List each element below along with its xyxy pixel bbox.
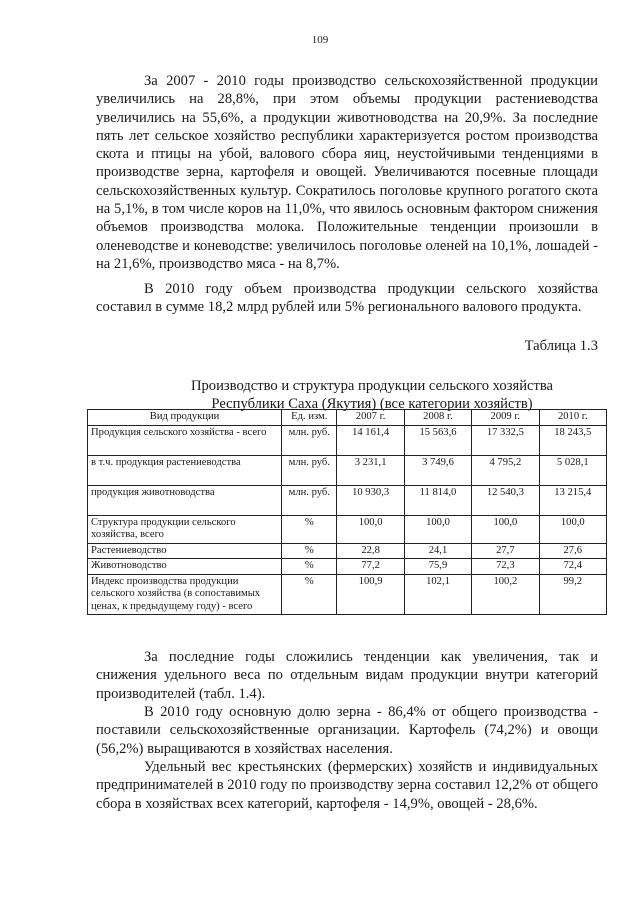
paragraph-production-volume: В 2010 году объем производства продукции сельского хозяйства составил в сумме 18,2 млрд рублей или 5% регионального валового продукта. xyxy=(96,281,598,316)
table-row xyxy=(88,559,607,575)
row-value-2009: 4 795,2 xyxy=(472,455,539,485)
row-value-2009: 27,7 xyxy=(472,543,539,559)
page-number: 109 xyxy=(311,34,329,46)
header-product-type: Вид продукции xyxy=(88,410,282,426)
row-value-2010: 18 243,5 xyxy=(539,425,606,455)
table-row xyxy=(88,574,607,615)
row-value-2007: 14 161,4 xyxy=(337,425,404,455)
row-value-2007: 10 930,3 xyxy=(337,485,404,515)
row-value-2010: 27,6 xyxy=(539,543,606,559)
table-title xyxy=(96,377,640,413)
row-value-2010: 100,0 xyxy=(539,515,606,543)
row-value-2009: 17 332,5 xyxy=(472,425,539,455)
row-label: Индекс производства продукции сельского хозяйства (в сопоставимых ценах, к предыдущему году) - всего xyxy=(88,574,282,615)
paragraph-grain-share: В 2010 году основную долю зерна - 86,4% от общего производства - поставили сельскохозяйственные организации. Картофель (74,2%) и овощи (56,2%) выращиваются в хозяйствах населения. xyxy=(96,704,598,757)
table-row xyxy=(88,485,607,515)
row-label: продукция животноводства xyxy=(88,485,282,515)
row-label: Продукция сельского хозяйства - всего xyxy=(88,425,282,455)
table-row xyxy=(88,515,607,543)
header-unit: Ед. изм. xyxy=(282,410,337,426)
row-label: Структура продукции сельского хозяйства, всего xyxy=(88,515,282,543)
table-row xyxy=(88,455,607,485)
header-2009: 2009 г. xyxy=(472,410,539,426)
row-unit: % xyxy=(282,574,337,615)
row-label: в т.ч. продукция растениеводства xyxy=(88,455,282,485)
row-unit: % xyxy=(282,559,337,575)
row-label: Животноводство xyxy=(88,559,282,575)
table-label: Таблица 1.3 xyxy=(524,338,598,354)
row-value-2009: 100,0 xyxy=(472,515,539,543)
table-row xyxy=(88,543,607,559)
table-header-row xyxy=(88,410,607,426)
row-value-2007: 77,2 xyxy=(337,559,404,575)
row-value-2010: 5 028,1 xyxy=(539,455,606,485)
row-value-2010: 72,4 xyxy=(539,559,606,575)
paragraph-production-growth: За 2007 - 2010 годы производство сельскохозяйственной продукции увеличились на 28,8%, при этом объемы продукции растениеводства увеличились на 55,6%, а продукции животноводства на 20,9%. За последние пять лет сельское хозяйство республики характеризуется ростом производства скота и птицы на убой, валового сбора яиц, неустойчивыми тенденциями в производстве зерна, картофеля и овощей. Увеличиваются посевные площади сельскохозяйственных культур. Сократилось поголовье крупного рогатого скота на 5,1%, в том числе коров на 11,0%, что явилось основным фактором снижения объемов производства молока. Положительные тенденции произошли в оленеводстве и коневодстве: увеличилось поголовье оленей на 10,1%, лошадей - на 21,6%, производство мяса - на 8,7%. xyxy=(96,73,598,272)
row-value-2007: 22,8 xyxy=(337,543,404,559)
table-title-line-2: Республики Саха (Якутия) (все категории хозяйств) xyxy=(211,396,533,412)
row-value-2008: 15 563,6 xyxy=(404,425,471,455)
row-unit: % xyxy=(282,543,337,559)
production-table xyxy=(87,409,607,615)
row-value-2007: 100,9 xyxy=(337,574,404,615)
paragraph-farm-share: Удельный вес крестьянских (фермерских) хозяйств и индивидуальных предпринимателей в 2010 году по производству зерна составил 12,2% от общего сбора в хозяйствах всех категорий, картофеля - 14,9%, овощей - 28,6%. xyxy=(96,759,598,812)
row-value-2008: 102,1 xyxy=(404,574,471,615)
row-unit: млн. руб. xyxy=(282,455,337,485)
row-value-2008: 24,1 xyxy=(404,543,471,559)
row-value-2008: 100,0 xyxy=(404,515,471,543)
table-title-line-1: Производство и структура продукции сельского хозяйства xyxy=(190,378,554,394)
row-unit: млн. руб. xyxy=(282,425,337,455)
row-value-2008: 11 814,0 xyxy=(404,485,471,515)
row-unit: млн. руб. xyxy=(282,485,337,515)
header-2010: 2010 г. xyxy=(539,410,606,426)
row-value-2007: 3 231,1 xyxy=(337,455,404,485)
row-value-2008: 3 749,6 xyxy=(404,455,471,485)
row-unit: % xyxy=(282,515,337,543)
paragraph-trends: За последние годы сложились тенденции как увеличения, так и снижения удельного веса по отдельным видам продукции внутри категорий производителей (табл. 1.4). xyxy=(96,649,598,702)
header-2007: 2007 г. xyxy=(337,410,404,426)
row-value-2009: 100,2 xyxy=(472,574,539,615)
row-value-2008: 75,9 xyxy=(404,559,471,575)
row-value-2009: 12 540,3 xyxy=(472,485,539,515)
row-value-2007: 100,0 xyxy=(337,515,404,543)
header-2008: 2008 г. xyxy=(404,410,471,426)
row-value-2010: 99,2 xyxy=(539,574,606,615)
row-value-2010: 13 215,4 xyxy=(539,485,606,515)
row-value-2009: 72,3 xyxy=(472,559,539,575)
row-label: Растениеводство xyxy=(88,543,282,559)
table-row xyxy=(88,425,607,455)
